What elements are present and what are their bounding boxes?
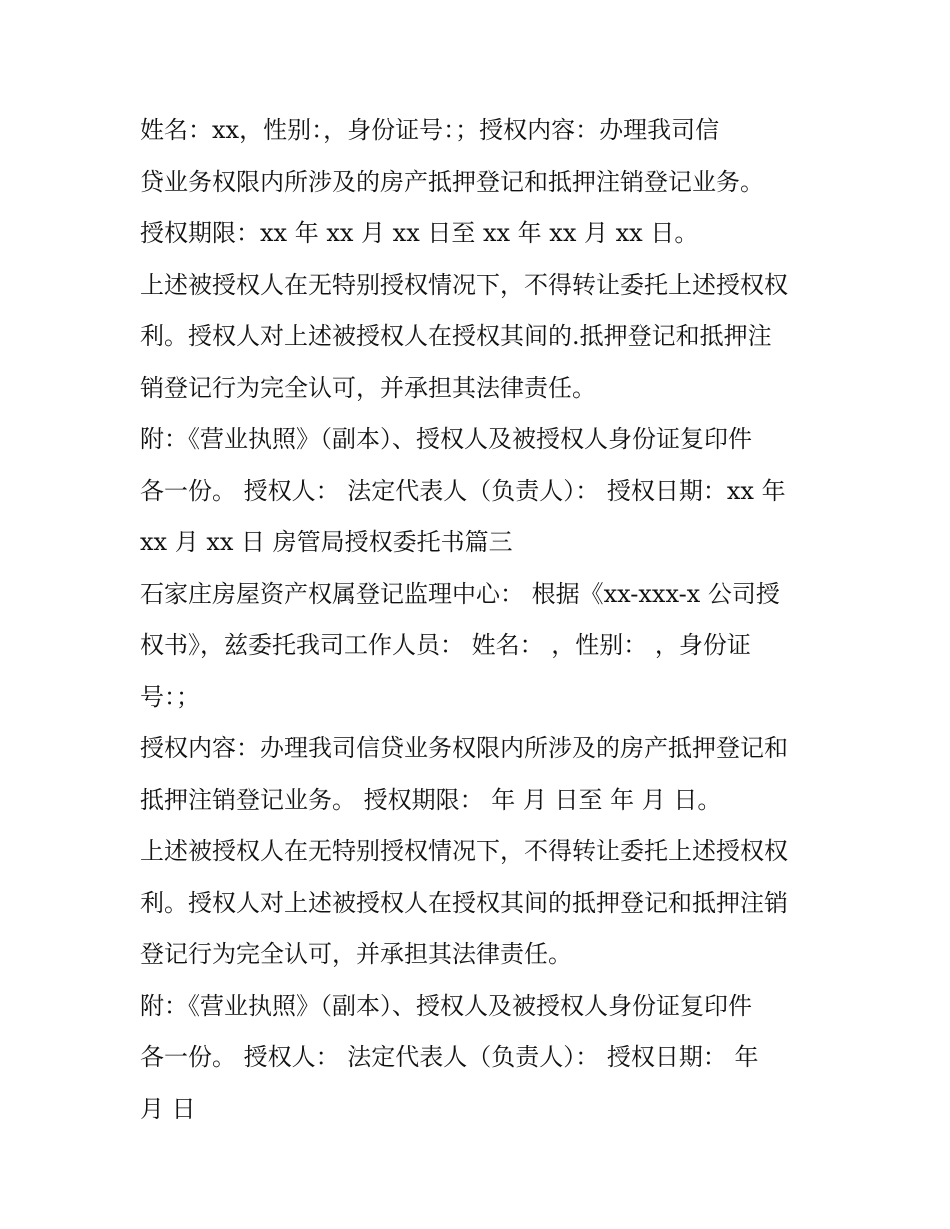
text-line: 月 日 (140, 1094, 196, 1123)
document-body (140, 105, 820, 1135)
text-line: 抵押注销登记业务。 授权期限： 年 月 日至 年 月 日。 (140, 785, 722, 814)
text-line: 附：《营业执照》（副本）、授权人及被授权人身份证复印件 (140, 991, 752, 1020)
text-line: 利。授权人对上述被授权人在授权其间的抵押登记和抵押注销 (140, 888, 788, 917)
text-line: 各一份。 授权人： 法定代表人（负责人）： 授权日期： 年 (140, 1043, 759, 1071)
text-line: 附：《营业执照》（副本）、授权人及被授权人身份证复印件 (140, 425, 752, 453)
text-line: 姓名：xx，性别：，身份证号：；授权内容：办理我司信 (140, 116, 720, 144)
text-line: 登记行为完全认可，并承担其法律责任。 (140, 940, 572, 968)
text-line: 号：； (140, 682, 200, 711)
text-line: 上述被授权人在无特别授权情况下，不得转让委托上述授权权 (140, 837, 788, 865)
text-line: 销登记行为完全认可，并承担其法律责任。 (140, 373, 596, 402)
text-line: 各一份。 授权人： 法定代表人（负责人）： 授权日期：xx 年 (140, 476, 786, 505)
text-line: 授权内容：办理我司信贷业务权限内所涉及的房产抵押登记和 (140, 734, 788, 762)
text-line: 上述被授权人在无特别授权情况下，不得转让委托上述授权权 (140, 270, 788, 299)
text-line: 利。授权人对上述被授权人在授权其间的.抵押登记和抵押注 (140, 322, 772, 350)
text-line: 贷业务权限内所涉及的房产抵押登记和抵押注销登记业务。 (140, 167, 764, 196)
text-line: xx 月 xx 日 房管局授权委托书篇三 (140, 528, 513, 556)
text-line: 授权期限：xx 年 xx 月 xx 日至 xx 年 xx 月 xx 日。 (140, 219, 699, 247)
text-line: 权书》，兹委托我司工作人员： 姓名： ，性别： ，身份证 (140, 631, 751, 659)
text-line: 石家庄房屋资产权属登记监理中心： 根据《xx-xxx-x 公司授 (140, 579, 780, 608)
